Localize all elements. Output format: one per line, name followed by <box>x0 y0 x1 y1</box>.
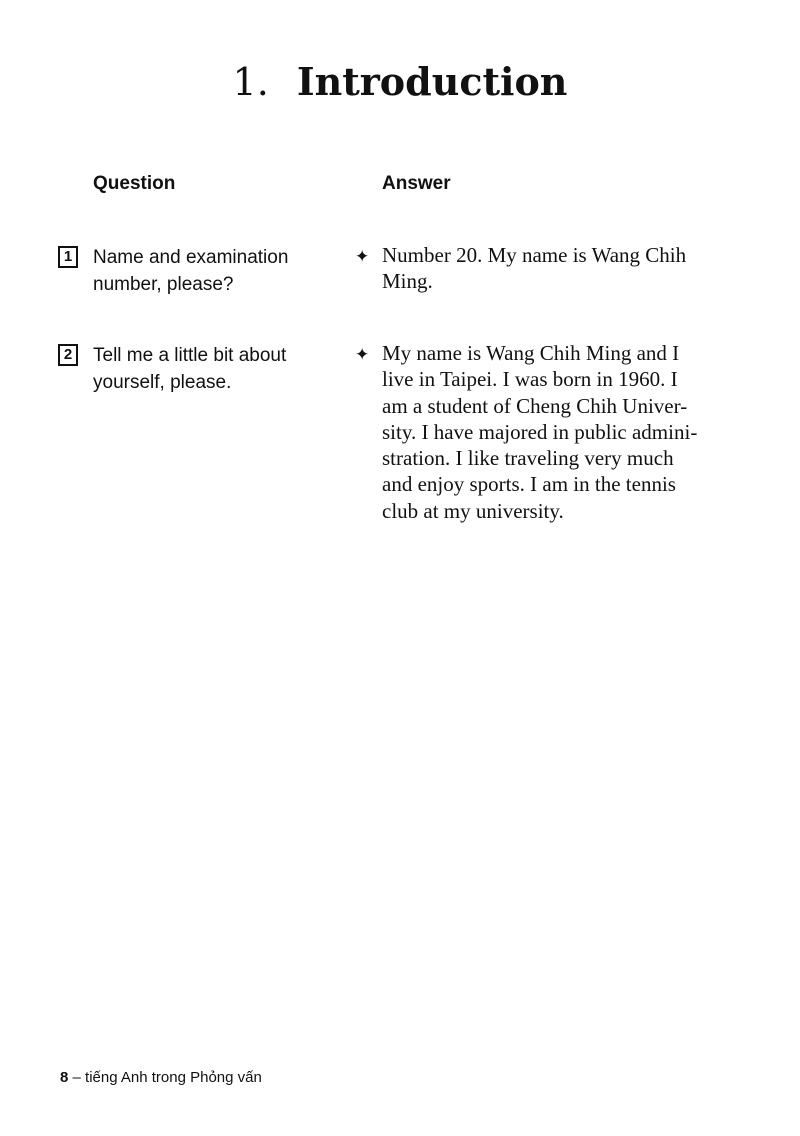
section-title: Introduction <box>296 59 568 104</box>
question-line: number, please? <box>93 274 234 295</box>
section-number: 1. <box>232 60 269 104</box>
page-title <box>0 58 800 107</box>
page-number: 8 <box>60 1069 69 1086</box>
answer-line: My name is Wang Chih Ming and I <box>382 341 680 365</box>
page-footer <box>60 1068 262 1088</box>
question-text <box>93 244 338 298</box>
item-number-box: 1 <box>58 246 78 268</box>
answer-line: and enjoy sports. I am in the tennis <box>382 472 676 497</box>
question-column-header: Question <box>93 173 176 194</box>
answer-line: am a student of Cheng Chih Univer- <box>382 393 688 418</box>
book-title: tiếng Anh trong Phỏng vấn <box>85 1069 262 1086</box>
item-number-box: 2 <box>58 344 78 366</box>
answer-line: live in Taipei. I was born in 1960. I <box>382 367 678 392</box>
star-bullet-icon: ✦ <box>355 345 370 365</box>
answer-line: Number 20. My name is Wang Chih <box>382 243 687 267</box>
footer-separator: – <box>72 1069 81 1086</box>
answer-line: club at my university. <box>382 498 564 523</box>
answer-line: Ming. <box>382 269 433 294</box>
question-line: yourself, please. <box>93 372 232 393</box>
answer-text <box>382 340 762 524</box>
answer-line: stration. I like traveling very much <box>382 446 674 471</box>
question-line: Name and examination <box>93 247 289 268</box>
question-line: Tell me a little bit about <box>93 345 287 366</box>
star-bullet-icon: ✦ <box>355 247 370 267</box>
question-text <box>93 342 338 396</box>
answer-column-header: Answer <box>382 173 451 194</box>
answer-text <box>382 242 762 295</box>
answer-line: sity. I have majored in public admini- <box>382 419 698 444</box>
